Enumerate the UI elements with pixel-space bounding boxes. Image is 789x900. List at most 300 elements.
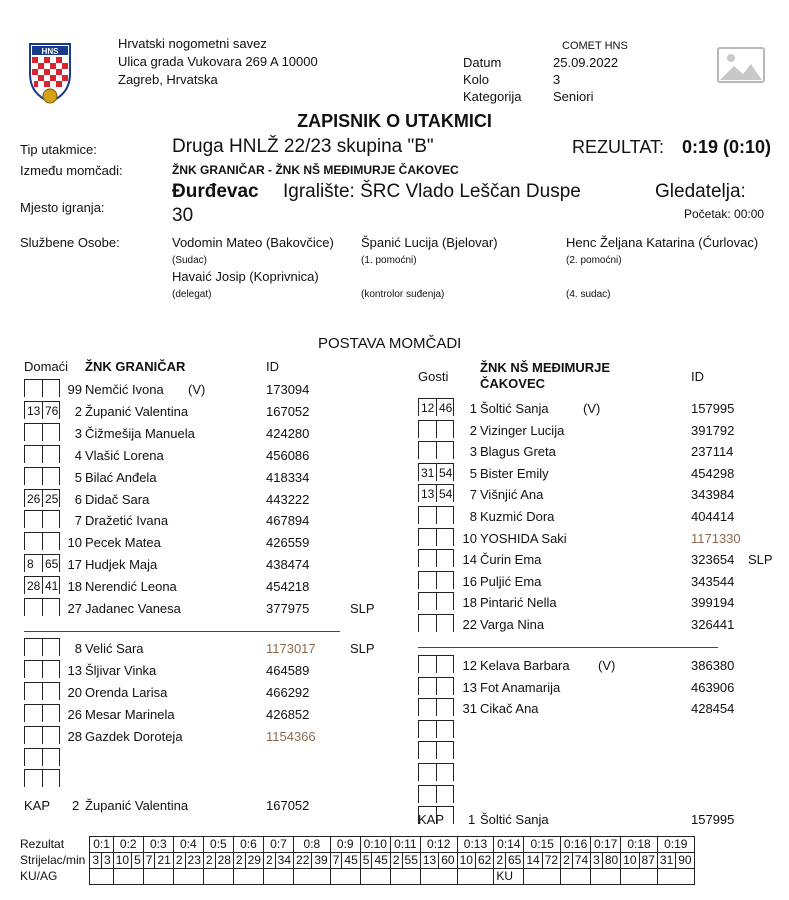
- player-id: 454218: [266, 579, 310, 595]
- results-ku-row: [20, 869, 694, 885]
- player-id: 237114: [691, 444, 734, 460]
- player-name: Pintarić Nella: [480, 595, 557, 611]
- scorer-number-cell: 31: [657, 853, 675, 869]
- minute-box: [418, 785, 436, 803]
- minute-box: [42, 379, 60, 397]
- scorer-minute-cell: 87: [639, 853, 657, 869]
- minute-box: [436, 677, 454, 695]
- ku-cell: [621, 869, 658, 885]
- player-number: 2: [469, 422, 477, 438]
- mjesto-value: Đurđevac: [172, 181, 259, 202]
- minute-box: [436, 614, 454, 632]
- minute-box: [418, 741, 436, 759]
- officials-label: Službene Osobe:: [20, 235, 120, 250]
- home-kap-label: KAP: [24, 798, 51, 813]
- home-id-label: ID: [266, 359, 279, 374]
- player-id: 167052: [266, 403, 310, 419]
- player-id: 443222: [266, 491, 310, 507]
- player-name: Mesar Marinela: [85, 706, 175, 722]
- player-id: 1154366: [266, 728, 316, 744]
- minute-box: [436, 441, 454, 459]
- player-name: Orenda Larisa: [85, 684, 168, 700]
- player-name: Višnjić Ana: [480, 487, 544, 503]
- player-name: Vizinger Lucija: [480, 422, 565, 438]
- minute-box: [42, 598, 60, 616]
- minute-box: [24, 769, 42, 787]
- system-label: COMET HNS: [562, 40, 628, 52]
- player-id: 454298: [691, 465, 735, 481]
- minute-box: [418, 441, 436, 459]
- player-number: 18: [462, 595, 477, 611]
- score-cell: 0:18: [621, 837, 658, 853]
- pocetak-value: Početak: 00:00: [684, 207, 765, 221]
- ku-cell: [203, 869, 233, 885]
- minute-box: 41: [42, 576, 60, 594]
- player-name: Dražetić Ivana: [85, 513, 169, 529]
- player-name: Pecek Matea: [85, 535, 161, 551]
- minute-box: [436, 506, 454, 524]
- official-name: Španić Lucija (Bjelovar): [361, 235, 498, 250]
- official-role: (4. sudac): [566, 289, 611, 300]
- player-note: (V): [188, 382, 206, 397]
- score-cell: 0:12: [420, 837, 457, 853]
- hns-logo: [26, 38, 74, 106]
- scorer-number-cell: 2: [203, 853, 215, 869]
- minute-box: [42, 467, 60, 485]
- player-name: Kuzmić Dora: [480, 509, 555, 524]
- rezultat-value: 0:19 (0:10): [682, 137, 772, 157]
- official-name: Henc Željana Katarina (Ćurlovac): [566, 235, 759, 250]
- ku-cell: [390, 869, 420, 885]
- scorer-minute-cell: 5: [132, 853, 144, 869]
- scorer-number-cell: 3: [591, 853, 603, 869]
- scorer-minute-cell: 45: [372, 853, 390, 869]
- scorer-number-cell: 2: [173, 853, 185, 869]
- minute-box: [418, 506, 436, 524]
- minute-box: 76: [42, 401, 60, 419]
- minute-box: [418, 655, 436, 673]
- player-id: 326441: [691, 617, 735, 632]
- rezultat-label: REZULTAT:: [572, 137, 665, 157]
- player-number: 6: [74, 491, 82, 507]
- away-kap-name: Šoltić Sanja: [480, 812, 549, 827]
- official-name: Havaić Josip (Koprivnica): [172, 269, 319, 284]
- scorer-number-cell: 7: [330, 853, 342, 869]
- player-number: 7: [74, 513, 82, 529]
- player-number: 27: [67, 601, 82, 616]
- official-role: (2. pomoćni): [566, 255, 622, 266]
- player-number: 26: [67, 706, 82, 722]
- player-number: 22: [462, 617, 477, 632]
- player-id: 426852: [266, 706, 310, 722]
- away-team-name-line1: ŽNK NŠ MEĐIMURJE: [480, 360, 611, 375]
- scorer-minute-cell: 72: [542, 853, 560, 869]
- player-name: Puljić Ema: [480, 573, 542, 589]
- player-name: Bilać Anđela: [85, 469, 157, 485]
- ku-cell: [173, 869, 203, 885]
- player-id: 173094: [266, 382, 310, 397]
- gledatelja-label: Gledatelja:: [655, 181, 746, 202]
- org-name: Hrvatski nogometni savez: [118, 36, 267, 51]
- player-id: 464589: [266, 662, 310, 678]
- scorer-number-cell: 10: [621, 853, 639, 869]
- player-name: Nerendić Leona: [85, 579, 177, 595]
- minute-box: [436, 763, 454, 781]
- scorer-number-cell: 2: [390, 853, 402, 869]
- ku-cell: [657, 869, 694, 885]
- minute-box: [42, 532, 60, 550]
- minute-box: 28: [24, 576, 42, 594]
- minute-box: [436, 549, 454, 567]
- minute-box: [42, 510, 60, 528]
- player-id: 1171330: [691, 530, 741, 546]
- minute-box: 25: [42, 489, 60, 507]
- results-row-label: KU/AG: [20, 869, 58, 883]
- home-kap-id: 167052: [266, 798, 310, 813]
- player-id: 426559: [266, 535, 310, 551]
- minute-box: [418, 592, 436, 610]
- player-name: Didač Sara: [85, 491, 150, 507]
- datum-value: 25.09.2022: [553, 55, 619, 70]
- score-cell: 0:10: [360, 837, 390, 853]
- player-id: 343984: [691, 487, 735, 503]
- results-table: [20, 836, 695, 885]
- ku-cell: [420, 869, 457, 885]
- minute-box: [42, 769, 60, 787]
- player-number: 10: [462, 530, 477, 546]
- player-number: 20: [67, 684, 82, 700]
- score-cell: 0:6: [233, 837, 263, 853]
- scorer-number-cell: 3: [90, 853, 102, 869]
- player-id: 418334: [266, 469, 310, 485]
- player-number: 3: [469, 444, 477, 460]
- player-id: 377975: [266, 601, 310, 616]
- minute-box: [42, 748, 60, 766]
- official-name: Vodomin Mateo (Bakovčice): [172, 235, 334, 250]
- player-name: Šljivar Vinka: [85, 662, 157, 678]
- minute-box: [24, 726, 42, 744]
- minute-box: [436, 571, 454, 589]
- org-address: Ulica grada Vukovara 269 A 10000: [118, 54, 318, 69]
- player-number: 2: [74, 403, 82, 419]
- scorer-minute-cell: 80: [602, 853, 620, 869]
- player-id: 404414: [691, 509, 735, 524]
- score-cell: 0:11: [390, 837, 420, 853]
- home-kap-num: 2: [72, 798, 80, 813]
- ku-cell: [330, 869, 360, 885]
- away-divider: [418, 647, 718, 648]
- home-side-label: Domaći: [24, 359, 69, 374]
- home-team-name: ŽNK GRANIČAR: [85, 359, 186, 374]
- ku-cell: [457, 869, 494, 885]
- minute-box: [436, 785, 454, 803]
- player-number: 7: [469, 487, 477, 503]
- score-cell: 0:1: [90, 837, 113, 853]
- scorer-number-cell: 2: [561, 853, 573, 869]
- away-kap-label: KAP: [418, 812, 445, 827]
- mjesto-label: Mjesto igranja:: [20, 200, 105, 215]
- player-number: 8: [469, 509, 477, 524]
- player-number: 28: [67, 728, 82, 744]
- minute-box: [436, 698, 454, 716]
- datum-label: Datum: [463, 55, 502, 70]
- ku-cell: KU: [494, 869, 524, 885]
- minute-box: 31: [418, 463, 436, 481]
- scorer-number-cell: 2: [494, 853, 506, 869]
- minute-box: [24, 423, 42, 441]
- score-cell: 0:4: [173, 837, 203, 853]
- gledatelja-value: 30: [172, 205, 194, 226]
- player-name: Hudjek Maja: [85, 557, 158, 573]
- scorer-number-cell: 2: [233, 853, 245, 869]
- kategorija-value: Seniori: [553, 89, 594, 104]
- org-city: Zagreb, Hrvatska: [118, 72, 218, 87]
- minute-box: [436, 655, 454, 673]
- player-id: 157995: [691, 401, 735, 416]
- scorer-minute-cell: 3: [102, 853, 114, 869]
- ku-cell: [143, 869, 173, 885]
- player-number: 5: [74, 469, 82, 485]
- minute-box: [418, 720, 436, 738]
- scorer-minute-cell: 29: [245, 853, 263, 869]
- player-number: 10: [67, 535, 82, 551]
- player-name: Vlašić Lorena: [85, 447, 164, 463]
- scorer-minute-cell: 39: [312, 853, 330, 869]
- away-id-label: ID: [691, 369, 704, 384]
- player-name: YOSHIDA Saki: [480, 530, 567, 546]
- scorer-number-cell: 7: [143, 853, 155, 869]
- score-cell: 0:3: [143, 837, 173, 853]
- minute-box: 12: [418, 398, 436, 416]
- scorer-number-cell: 2: [263, 853, 275, 869]
- player-remark: SLP: [350, 601, 375, 616]
- home-divider: [24, 631, 340, 632]
- scorer-number-cell: 14: [524, 853, 542, 869]
- kategorija-label: Kategorija: [463, 89, 522, 104]
- minute-box: [418, 763, 436, 781]
- ku-cell: [233, 869, 263, 885]
- svg-text:HNS: HNS: [41, 47, 59, 56]
- player-number: 1: [469, 401, 477, 416]
- player-number: 99: [67, 382, 82, 397]
- player-id: 1173017: [266, 641, 316, 656]
- scorer-minute-cell: 28: [215, 853, 233, 869]
- scorer-minute-cell: 90: [676, 853, 694, 869]
- minute-box: [418, 420, 436, 438]
- player-name: Kelava Barbara: [480, 658, 570, 673]
- minute-box: 46: [436, 398, 454, 416]
- minute-box: [24, 510, 42, 528]
- player-remark: SLP: [350, 641, 375, 656]
- results-scorer-row: [20, 853, 694, 869]
- score-cell: 0:16: [561, 837, 591, 853]
- kolo-value: 3: [553, 72, 561, 87]
- player-number: 8: [74, 641, 82, 656]
- score-cell: 0:7: [263, 837, 293, 853]
- minute-box: [418, 528, 436, 546]
- image-placeholder-icon: [716, 46, 766, 84]
- score-cell: 0:2: [113, 837, 143, 853]
- minute-box: [436, 528, 454, 546]
- player-name: Čurin Ema: [480, 552, 542, 568]
- minute-box: [436, 741, 454, 759]
- score-cell: 0:19: [657, 837, 694, 853]
- minute-box: [42, 726, 60, 744]
- minute-box: [24, 445, 42, 463]
- scorer-minute-cell: 23: [185, 853, 203, 869]
- minute-box: [24, 638, 42, 656]
- player-name: Čižmešija Manuela: [85, 425, 195, 441]
- player-number: 4: [74, 447, 82, 463]
- minute-box: 13: [24, 401, 42, 419]
- minute-box: 13: [418, 484, 436, 502]
- scorer-number-cell: 22: [294, 853, 312, 869]
- scorer-minute-cell: 45: [342, 853, 360, 869]
- official-role: (kontrolor suđenja): [361, 289, 445, 300]
- away-kap-id: 157995: [691, 812, 735, 827]
- player-number: 14: [462, 552, 477, 568]
- minute-box: 65: [42, 554, 60, 572]
- scorer-number-cell: 10: [457, 853, 475, 869]
- scorer-minute-cell: 65: [506, 853, 524, 869]
- player-id: 463906: [691, 679, 735, 695]
- away-kap-num: 1: [468, 812, 476, 827]
- score-cell: 0:14: [494, 837, 524, 853]
- player-name: Jadanec Vanesa: [85, 601, 181, 616]
- score-cell: 0:13: [457, 837, 494, 853]
- scorer-minute-cell: 21: [155, 853, 173, 869]
- player-id: 438474: [266, 557, 310, 573]
- player-name: Županić Valentina: [85, 403, 189, 419]
- lineup-title: POSTAVA MOMČADI: [318, 335, 462, 352]
- player-id: 466292: [266, 684, 310, 700]
- minute-box: [42, 423, 60, 441]
- player-name: Bister Emily: [480, 465, 549, 481]
- minute-box: [418, 571, 436, 589]
- ku-cell: [263, 869, 293, 885]
- player-name: Cikač Ana: [480, 701, 539, 717]
- player-name: Velić Sara: [85, 641, 144, 656]
- player-id: 424280: [266, 425, 310, 441]
- minute-box: [436, 592, 454, 610]
- player-name: Šoltić Sanja: [480, 401, 549, 416]
- minute-box: 54: [436, 463, 454, 481]
- kolo-label: Kolo: [463, 72, 490, 87]
- player-id: 428454: [691, 701, 735, 717]
- player-number: 16: [462, 573, 477, 589]
- minute-box: [42, 638, 60, 656]
- player-number: 31: [462, 701, 477, 717]
- results-score-row: [20, 837, 694, 853]
- scorer-number-cell: 13: [420, 853, 438, 869]
- player-name: Nemčić Ivona: [85, 382, 164, 397]
- player-number: 12: [462, 658, 477, 673]
- player-name: Fot Anamarija: [480, 679, 561, 695]
- minute-box: [42, 682, 60, 700]
- minute-box: [42, 660, 60, 678]
- score-cell: 0:17: [591, 837, 621, 853]
- ku-cell: [591, 869, 621, 885]
- minute-box: 26: [24, 489, 42, 507]
- player-id: 399194: [691, 595, 735, 611]
- scorer-minute-cell: 55: [402, 853, 420, 869]
- minute-box: [42, 445, 60, 463]
- player-number: 13: [462, 679, 477, 695]
- minute-box: 54: [436, 484, 454, 502]
- player-number: 5: [469, 465, 477, 481]
- minute-box: [24, 598, 42, 616]
- player-number: 3: [74, 425, 82, 441]
- away-team-name-line2: ČAKOVEC: [480, 376, 546, 391]
- scorer-minute-cell: 62: [475, 853, 493, 869]
- ku-cell: [90, 869, 113, 885]
- minute-box: [418, 698, 436, 716]
- minute-box: [24, 660, 42, 678]
- ku-cell: [294, 869, 331, 885]
- ku-cell: [360, 869, 390, 885]
- player-number: 17: [67, 557, 82, 573]
- scorer-number-cell: 10: [113, 853, 131, 869]
- tip-label: Tip utakmice:: [20, 142, 97, 157]
- official-role: (Sudac): [172, 255, 208, 266]
- player-id: 386380: [691, 658, 735, 673]
- ku-cell: [561, 869, 591, 885]
- minute-box: [418, 614, 436, 632]
- player-number: 18: [67, 579, 82, 595]
- minute-box: [418, 549, 436, 567]
- izmedju-label: Između momčadi:: [20, 163, 123, 178]
- scorer-minute-cell: 34: [275, 853, 293, 869]
- player-id: 467894: [266, 513, 310, 529]
- tip-value: Druga HNLŽ 22/23 skupina "B": [172, 136, 434, 157]
- official-role: (1. pomoćni): [361, 255, 417, 266]
- minute-box: [24, 379, 42, 397]
- page-title: ZAPISNIK O UTAKMICI: [297, 111, 492, 131]
- player-id: 456086: [266, 447, 310, 463]
- minute-box: [24, 748, 42, 766]
- player-name: Blagus Greta: [480, 444, 556, 460]
- player-note: (V): [598, 658, 616, 673]
- scorer-number-cell: 5: [360, 853, 372, 869]
- izmedju-value: ŽNK GRANIČAR - ŽNK NŠ MEĐIMURJE ČAKOVEC: [172, 163, 459, 177]
- results-row-label: Rezultat: [20, 837, 65, 851]
- score-cell: 0:5: [203, 837, 233, 853]
- igraliste-value: Igralište: ŠRC Vlado Leščan Duspe: [283, 181, 581, 202]
- minute-box: [24, 682, 42, 700]
- player-number: 13: [67, 662, 82, 678]
- player-id: 391792: [691, 422, 735, 438]
- scorer-minute-cell: 60: [439, 853, 457, 869]
- results-row-label: Strijelac/min: [20, 853, 86, 867]
- minute-box: [24, 467, 42, 485]
- minute-box: [24, 704, 42, 722]
- player-id: 343544: [691, 573, 735, 589]
- official-role: (delegat): [172, 289, 212, 300]
- player-id: 323654: [691, 552, 735, 568]
- minute-box: 8: [24, 554, 42, 572]
- scorer-minute-cell: 74: [572, 853, 590, 869]
- minute-box: [42, 704, 60, 722]
- ku-cell: [113, 869, 143, 885]
- player-remark: SLP: [748, 552, 773, 568]
- minute-box: [418, 677, 436, 695]
- player-note: (V): [583, 401, 601, 416]
- minute-box: [24, 532, 42, 550]
- ku-cell: [524, 869, 561, 885]
- away-side-label: Gosti: [418, 369, 449, 384]
- minute-box: [436, 420, 454, 438]
- score-cell: 0:9: [330, 837, 360, 853]
